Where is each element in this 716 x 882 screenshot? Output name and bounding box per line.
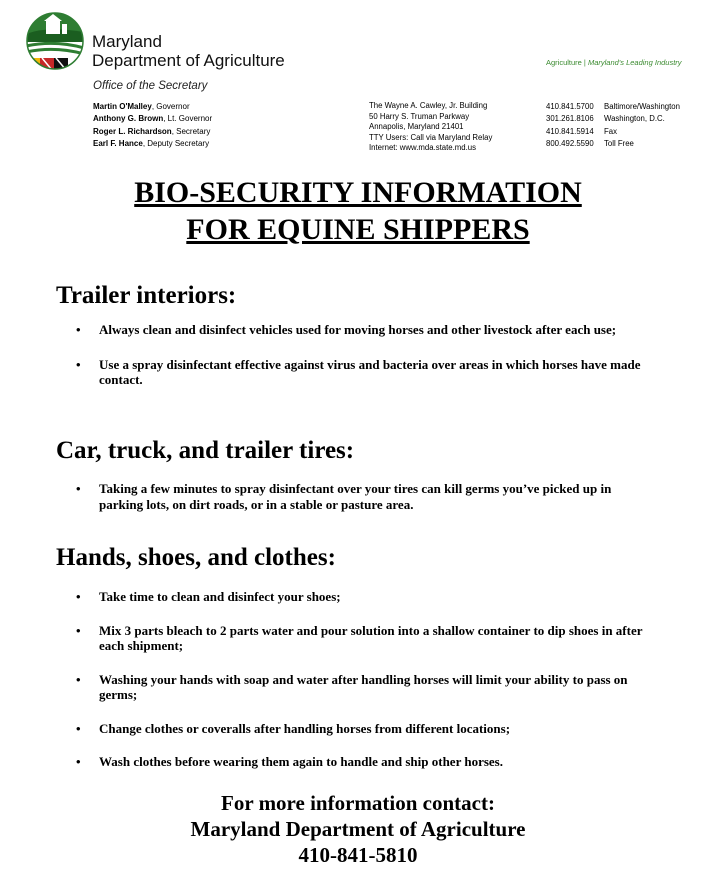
list-item: • Wash clothes before wearing them again to handle and ship other horses. <box>73 754 653 770</box>
official-name: Roger L. Richardson <box>93 126 172 136</box>
title-line2: FOR EQUINE SHIPPERS <box>186 213 530 246</box>
section-heading-hands-shoes-clothes: Hands, shoes, and clothes: <box>56 544 336 571</box>
phone-row <box>546 101 680 113</box>
section-heading-trailer-interiors: Trailer interiors: <box>56 282 237 309</box>
phone-label: Baltimore/Washington <box>604 102 680 111</box>
list-item: • Mix 3 parts bleach to 2 parts water and pour solution into a shallow container to dip shoes in after each shipment; <box>73 623 653 654</box>
contact-line1: For more information contact: <box>221 791 495 815</box>
contact-block <box>0 790 716 868</box>
section-heading-tires: Car, truck, and trailer tires: <box>56 437 355 464</box>
official-role: , Deputy Secretary <box>142 138 210 148</box>
officials-list <box>93 101 212 150</box>
tagline-part2: Maryland's Leading Industry <box>587 58 682 67</box>
official-name: Anthony G. Brown <box>93 114 164 124</box>
phone-row <box>546 113 680 125</box>
phone-number: 410.841.5700 <box>546 102 594 111</box>
address-line: The Wayne A. Cawley, Jr. Building <box>369 101 488 110</box>
document-title <box>0 174 716 248</box>
website-line: Internet: www.mda.state.md.us <box>369 143 477 152</box>
phone-row <box>546 126 680 138</box>
phone-label: Washington, D.C. <box>604 114 665 124</box>
list-item: • Use a spray disinfectant effective against virus and bacteria over areas in which horses have made contact. <box>73 357 653 388</box>
organization-name <box>92 32 285 70</box>
office-name: Office of the Secretary <box>93 80 208 92</box>
tagline <box>546 58 682 67</box>
address-line: TTY Users: Call via Maryland Relay <box>369 132 493 142</box>
trailer-interiors-list <box>73 322 653 388</box>
phone-row <box>546 138 680 150</box>
phone-label: Toll Free <box>604 138 634 148</box>
maryland-agriculture-seal-icon <box>26 12 84 70</box>
org-name-line1: Maryland <box>92 32 162 51</box>
list-item: • Washing your hands with soap and water after handling horses will limit your ability to pass on germs; <box>73 672 653 703</box>
list-item: • Always clean and disinfect vehicles used for moving horses and other livestock after each use; <box>73 322 653 338</box>
official-row <box>93 126 212 138</box>
phone-number: 410.841.5914 <box>546 126 594 136</box>
official-name: Earl F. Hance <box>93 138 143 148</box>
address-block <box>369 101 492 154</box>
official-row <box>93 113 212 125</box>
list-item: • Taking a few minutes to spray disinfectant over your tires can kill germs you’ve picked up in parking lots, on dirt roads, or in a stable or pasture area. <box>73 481 653 512</box>
phone-label: Fax <box>604 126 617 136</box>
title-line1: BIO-SECURITY INFORMATION <box>134 176 582 209</box>
official-row <box>93 101 212 113</box>
official-role: , Governor <box>151 102 190 111</box>
address-line: 50 Harry S. Truman Parkway <box>369 111 470 121</box>
address-line: Annapolis, Maryland 21401 <box>369 122 464 131</box>
official-name: Martin O'Malley <box>93 102 152 111</box>
phone-list <box>546 101 680 150</box>
contact-phone: 410-841-5810 <box>298 843 418 867</box>
list-item: • Change clothes or coveralls after handling horses from different locations; <box>73 721 653 737</box>
official-role: , Lt. Governor <box>163 114 213 124</box>
contact-line2: Maryland Department of Agriculture <box>190 817 526 841</box>
official-row <box>93 138 212 150</box>
tires-list <box>73 481 653 512</box>
list-item: • Take time to clean and disinfect your shoes; <box>73 589 653 605</box>
official-role: , Secretary <box>171 126 211 136</box>
hands-shoes-clothes-list <box>73 589 653 770</box>
tagline-part1: Agriculture | <box>546 58 588 67</box>
phone-number: 301.261.8106 <box>546 114 594 124</box>
phone-number: 800.492.5590 <box>546 138 594 148</box>
org-name-line2: Department of Agriculture <box>92 51 285 70</box>
